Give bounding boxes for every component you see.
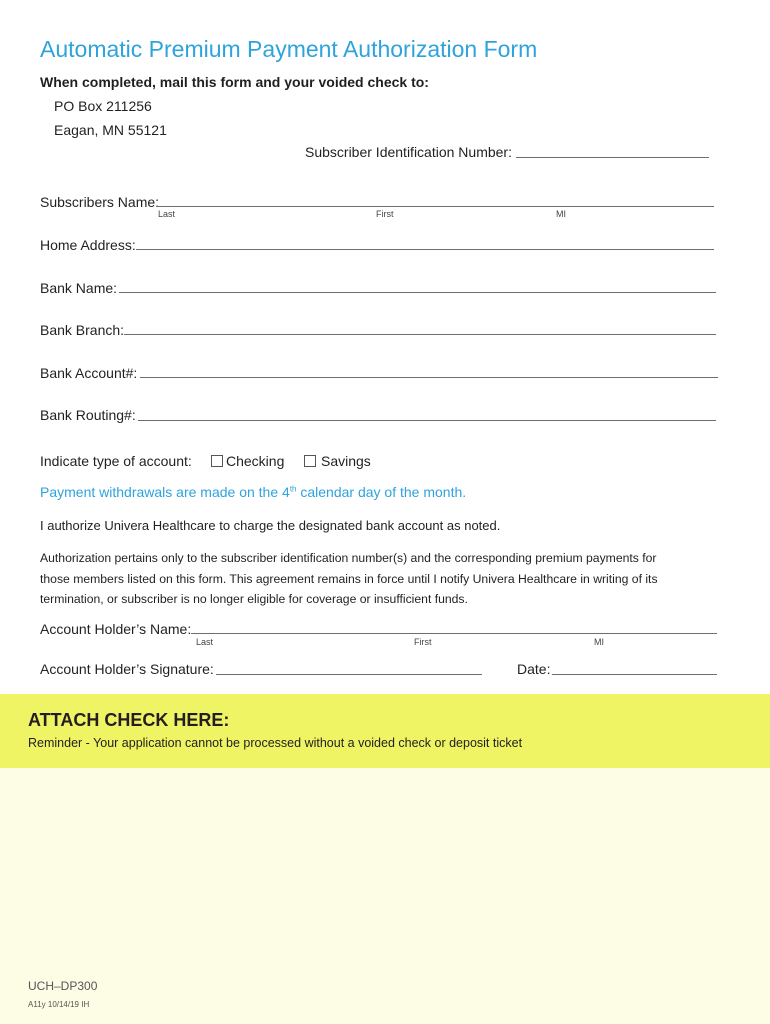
bank-branch-field[interactable] [124, 334, 716, 335]
subscriber-id-label: Subscriber Identification Number: [305, 144, 512, 160]
subscriber-id-field[interactable] [516, 157, 709, 158]
subscriber-name-field[interactable] [156, 206, 714, 207]
account-holder-signature-label: Account Holder’s Signature: [40, 661, 214, 677]
account-type-label: Indicate type of account: [40, 453, 192, 469]
withdrawal-notice [40, 484, 466, 500]
authorization-statement: I authorize Univera Healthcare to charge the designated bank account as noted. [40, 518, 501, 533]
bank-account-field[interactable] [140, 377, 718, 378]
check-attachment-area [0, 768, 770, 1024]
bank-account-label: Bank Account#: [40, 365, 138, 381]
bank-branch-label: Bank Branch: [40, 322, 125, 338]
bank-name-label: Bank Name: [40, 280, 118, 296]
mail-address-po-box: PO Box 211256 [54, 98, 152, 114]
authorization-terms: Authorization pertains only to the subscriber identification number(s) and the corresponding premium payments for those members listed on this form. This agreement remains in force until I notify Univera Healthcare in writing of its termination, or subscriber is no longer eligible for coverage or insufficient funds. [40, 551, 658, 606]
bank-name-field[interactable] [119, 292, 716, 293]
account-holder-first-hint: First [414, 637, 432, 647]
savings-label: Savings [321, 453, 371, 469]
account-holder-signature-field[interactable] [216, 674, 482, 675]
form-code: UCH–DP300 [28, 979, 98, 993]
bank-routing-field[interactable] [138, 420, 716, 421]
attach-check-banner [0, 694, 770, 768]
withdrawal-notice-prefix: Payment withdrawals are made on the 4 [40, 484, 290, 500]
home-address-field[interactable] [136, 249, 714, 250]
date-label: Date: [517, 661, 551, 677]
account-holder-mi-hint: MI [594, 637, 604, 647]
form-version: A11y 10/14/19 IH [28, 1000, 90, 1009]
mail-address-city: Eagan, MN 55121 [54, 122, 167, 138]
subscriber-name-mi-hint: MI [556, 209, 566, 219]
withdrawal-notice-superscript: th [289, 484, 297, 494]
mail-instructions: When completed, mail this form and your voided check to: [40, 74, 429, 90]
attach-check-title: ATTACH CHECK HERE: [28, 710, 230, 730]
withdrawal-notice-suffix: calendar day of the month. [296, 484, 467, 500]
account-holder-name-field[interactable] [191, 633, 717, 634]
bank-routing-label: Bank Routing#: [40, 407, 136, 423]
subscriber-name-label: Subscribers Name: [40, 194, 160, 210]
form-title: Automatic Premium Payment Authorization Form [40, 36, 538, 62]
attach-check-reminder: Reminder - Your application cannot be processed without a voided check or deposit ticket [28, 736, 523, 750]
savings-checkbox[interactable] [304, 455, 316, 467]
account-holder-name-label: Account Holder’s Name: [40, 621, 192, 637]
date-field[interactable] [552, 674, 717, 675]
subscriber-name-first-hint: First [376, 209, 394, 219]
checking-label: Checking [226, 453, 285, 469]
subscriber-name-last-hint: Last [158, 209, 176, 219]
home-address-label: Home Address: [40, 237, 136, 253]
account-holder-last-hint: Last [196, 637, 214, 647]
checking-checkbox[interactable] [211, 455, 223, 467]
